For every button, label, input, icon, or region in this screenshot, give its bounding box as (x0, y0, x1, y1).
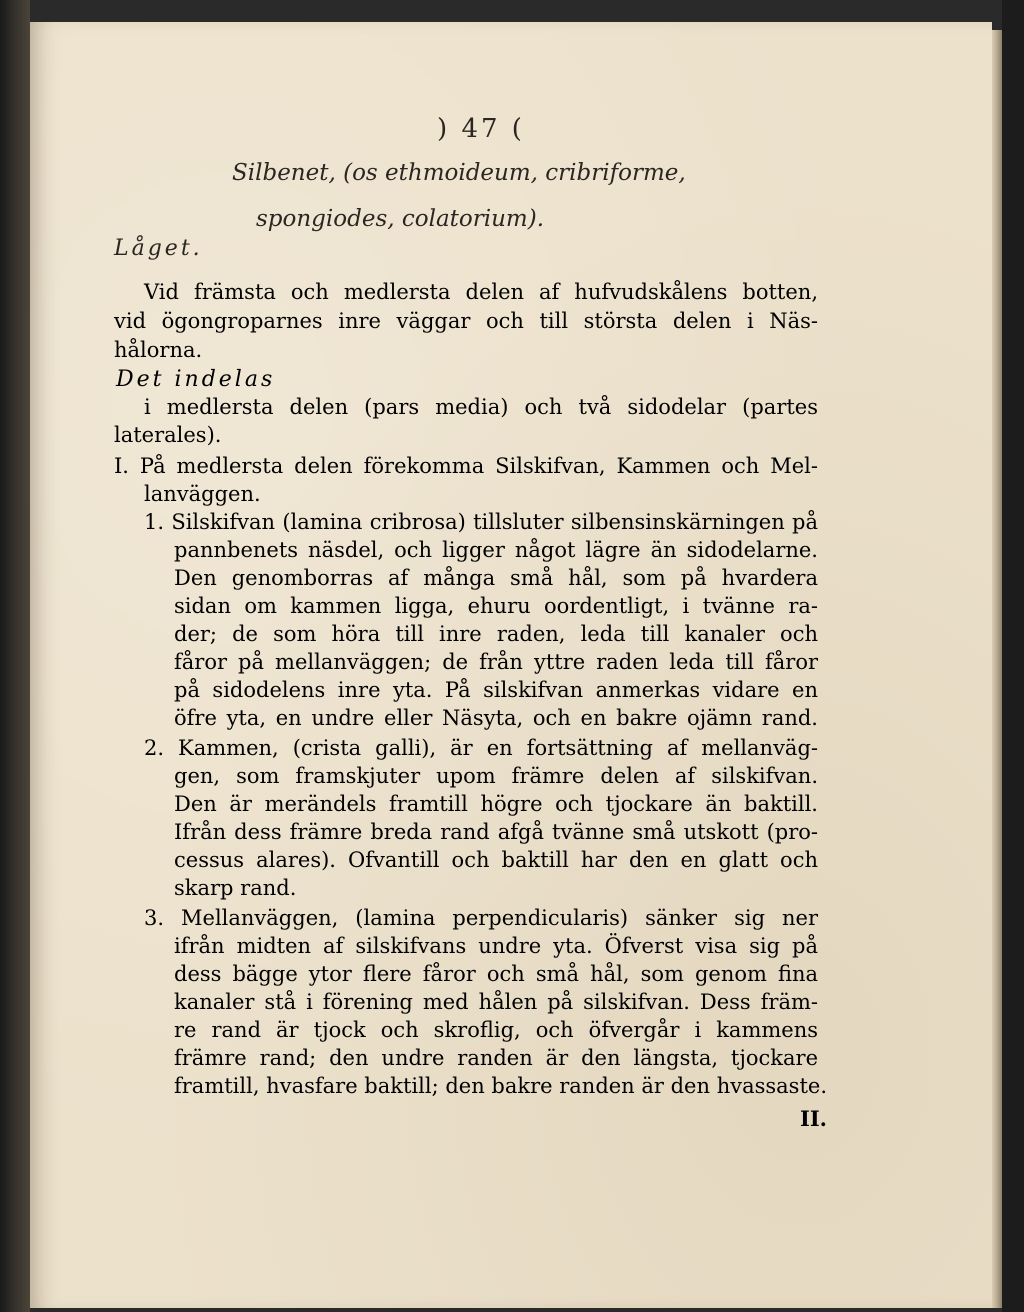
item-line: ifrån midten af silskifvans undre yta. Öfverst visa sig på (174, 934, 818, 958)
paragraph-line: i medlersta delen (pars media) och två sidodelar (partes (144, 395, 818, 419)
paragraph-line: laterales). (114, 423, 222, 447)
item-line: 3. Mellanväggen, (lamina perpendicularis) sänker sig ner (144, 906, 818, 930)
item-line: 2. Kammen, (crista galli), är en fortsättning af mellanväg- (144, 736, 818, 760)
item-line: framtill, hvasfare baktill; den bakre randen är den hvassaste. (174, 1074, 827, 1098)
chapter-title: Silbenet, (os ethmoideum, cribriforme, (232, 160, 686, 186)
chapter-subtitle: spongiodes, colatorium). (256, 206, 545, 232)
item-line: cessus alares). Ofvantill och baktill har den en glatt och (174, 848, 818, 872)
paragraph-line: Vid främsta och medlersta delen af hufvudskålens botten, (144, 280, 818, 304)
item-line: främre rand; den undre randen är den längsta, tjockare (174, 1046, 818, 1070)
item-line: gen, som framskjuter upom främre delen af silskifvan. (174, 764, 818, 788)
catchword: II. (800, 1106, 827, 1131)
item-line: Den är merändels framtill högre och tjockare än baktill. (174, 792, 818, 816)
item-line: Den genomborras af många små hål, som på hvardera (174, 566, 818, 590)
item-line: I. På medlersta delen förekomma Silskifvan, Kammen och Mel- (114, 454, 818, 478)
side-heading: Låget. (114, 236, 203, 261)
item-line: fåror på mellanväggen; de från yttre raden leda till fåror (174, 650, 818, 674)
item-line: öfre yta, en undre eller Näsyta, och en bakre ojämn rand. (174, 706, 818, 730)
item-line: re rand är tjock och skroflig, och öfvergår i kammens (174, 1018, 818, 1042)
item-line: skarp rand. (174, 876, 297, 900)
book-gutter (0, 0, 30, 1312)
scan-border (1002, 0, 1024, 1312)
item-line: 1. Silskifvan (lamina cribrosa) tillsluter silbensinskärningen på (144, 510, 818, 534)
page-number: ) 47 ( (437, 114, 525, 144)
page-edge (992, 30, 1002, 1308)
item-line: pannbenets näsdel, och ligger något lägre än sidodelarne. (174, 538, 818, 562)
section-heading: Det indelas (116, 367, 276, 392)
item-line: på sidodelens inre yta. På silskifvan anmerkas vidare en (174, 678, 818, 702)
item-line: dess bägge ytor flere fåror och små hål, som genom fina (174, 962, 818, 986)
paragraph-line: hålorna. (114, 338, 203, 362)
item-line: lanväggen. (144, 482, 261, 506)
item-line: der; de som höra till inre raden, leda till kanaler och (174, 622, 818, 646)
item-line: kanaler stå i förening med hålen på silskifvan. Dess främ- (174, 990, 818, 1014)
item-line: sidan om kammen ligga, ehuru oordentligt, i tvänne ra- (174, 594, 818, 618)
item-line: Ifrån dess främre breda rand afgå tvänne små utskott (pro- (174, 820, 818, 844)
paragraph-line: vid ögongroparnes inre väggar och till största delen i Näs- (114, 309, 818, 333)
